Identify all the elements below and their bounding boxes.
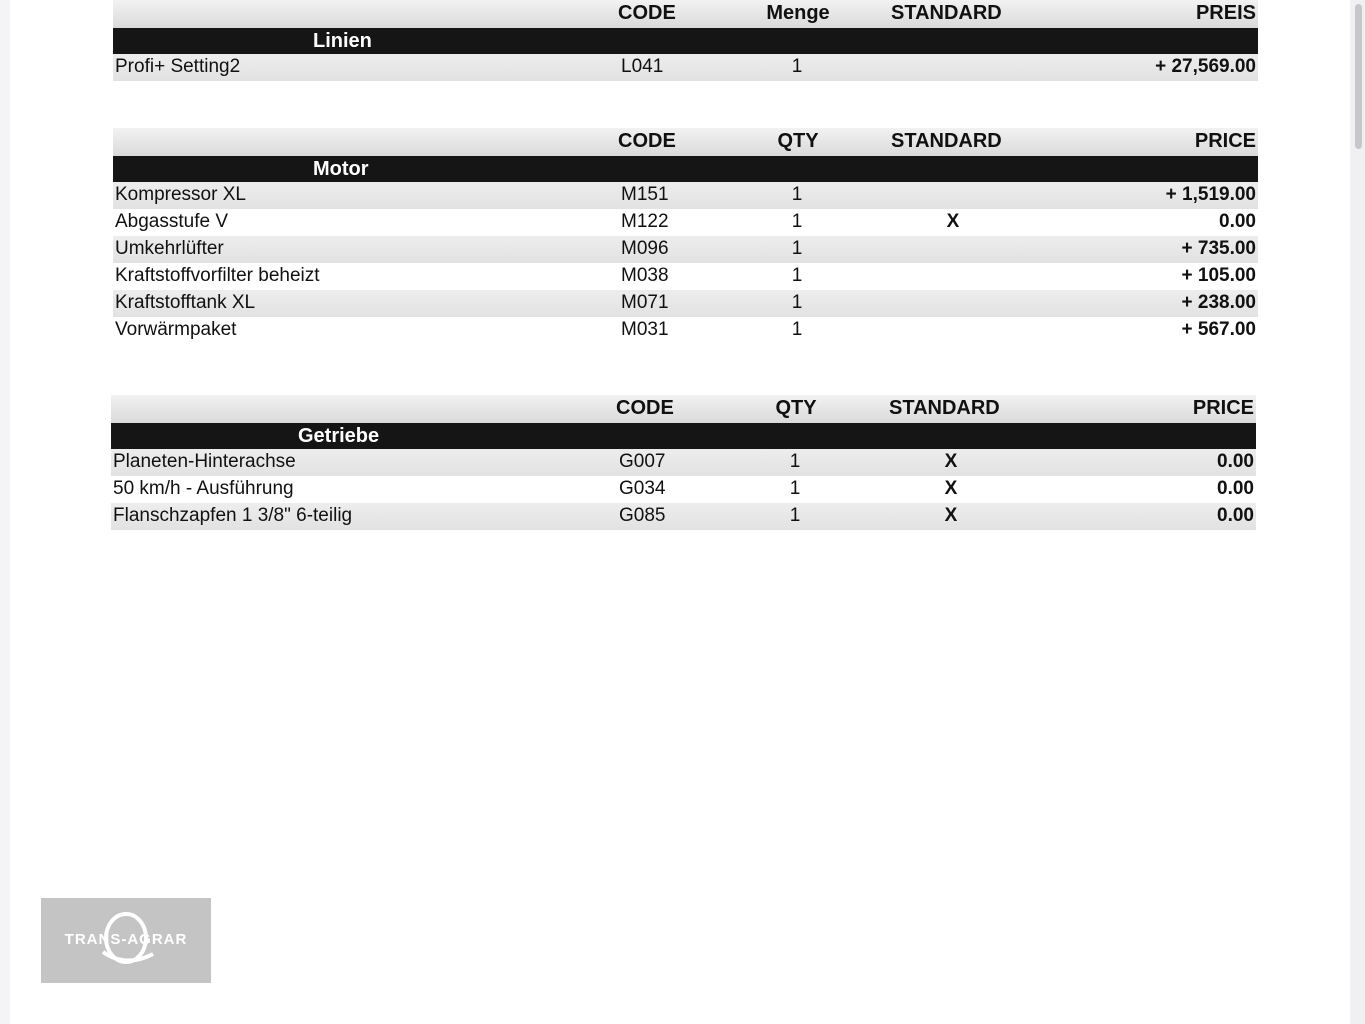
item-qty: 1 <box>791 265 803 286</box>
header-price: PREIS <box>1195 2 1256 24</box>
item-price: 0.00 <box>1217 451 1254 472</box>
item-name: Kompressor XL <box>115 184 246 205</box>
dealer-logo-text: TRANS-AGRAR <box>64 931 188 948</box>
table-row <box>113 182 1258 209</box>
scrollbar-thumb[interactable] <box>1355 4 1362 149</box>
item-name: Kraftstofftank XL <box>115 292 256 313</box>
header-code: CODE <box>616 397 674 419</box>
item-standard: X <box>946 211 960 232</box>
table-row <box>111 503 1256 530</box>
item-price: + 238.00 <box>1181 292 1256 313</box>
table-row <box>113 236 1258 263</box>
item-name: 50 km/h - Ausführung <box>113 478 294 499</box>
header-standard: STANDARD <box>891 2 1002 24</box>
item-name: Flanschzapfen 1 3/8" 6-teilig <box>113 505 353 526</box>
item-price: + 567.00 <box>1181 319 1256 340</box>
section-motor <box>113 128 1258 344</box>
header-standard: STANDARD <box>891 130 1002 152</box>
table-row <box>113 290 1258 317</box>
item-code: M031 <box>621 319 669 340</box>
section-linien <box>113 0 1258 81</box>
header-code: CODE <box>618 2 676 24</box>
item-qty: 1 <box>791 292 803 313</box>
header-standard: STANDARD <box>889 397 1000 419</box>
item-qty: 1 <box>791 319 803 340</box>
section-title-band <box>111 423 1256 449</box>
item-code: G085 <box>619 505 666 526</box>
item-standard: X <box>944 451 958 472</box>
item-qty: 1 <box>791 211 803 232</box>
header-qty: Menge <box>766 2 830 24</box>
table-row <box>113 54 1258 81</box>
item-qty: 1 <box>789 505 801 526</box>
item-name: Planeten-Hinterachse <box>113 451 296 472</box>
item-code: G007 <box>619 451 666 472</box>
dealer-logo-icon <box>41 898 211 983</box>
vertical-scrollbar[interactable] <box>1351 0 1365 1024</box>
item-qty: 1 <box>791 184 803 205</box>
item-code: L041 <box>621 56 664 77</box>
section-header-row <box>113 128 1258 156</box>
item-price: + 1,519.00 <box>1165 184 1256 205</box>
item-qty: 1 <box>791 238 803 259</box>
section-title-band <box>113 28 1258 54</box>
section-title: Getriebe <box>298 425 380 447</box>
item-code: M151 <box>621 184 669 205</box>
item-qty: 1 <box>791 56 803 77</box>
section-title-band <box>113 156 1258 182</box>
item-qty: 1 <box>789 478 801 499</box>
item-code: G034 <box>619 478 666 499</box>
document-page <box>10 0 1350 1024</box>
item-name: Kraftstoffvorfilter beheizt <box>115 265 320 286</box>
dealer-logo-graphic <box>41 898 211 983</box>
item-price: + 105.00 <box>1181 265 1256 286</box>
item-name: Umkehrlüfter <box>115 238 224 259</box>
item-code: M096 <box>621 238 669 259</box>
item-name: Profi+ Setting2 <box>115 56 241 77</box>
item-price: 0.00 <box>1219 211 1256 232</box>
item-price: 0.00 <box>1217 505 1254 526</box>
item-standard: X <box>944 505 958 526</box>
item-code: M038 <box>621 265 669 286</box>
item-price: 0.00 <box>1217 478 1254 499</box>
item-code: M071 <box>621 292 669 313</box>
header-price: PRICE <box>1194 130 1256 152</box>
header-qty: QTY <box>775 397 817 419</box>
item-code: M122 <box>621 211 669 232</box>
item-qty: 1 <box>789 451 801 472</box>
section-title: Linien <box>313 30 372 52</box>
header-price: PRICE <box>1192 397 1254 419</box>
section-title: Motor <box>313 158 369 180</box>
header-qty: QTY <box>777 130 819 152</box>
section-header-row <box>113 0 1258 28</box>
table-row <box>113 263 1258 290</box>
item-price: + 27,569.00 <box>1155 56 1256 77</box>
table-row <box>113 209 1258 236</box>
header-code: CODE <box>618 130 676 152</box>
section-getriebe <box>111 395 1256 530</box>
table-row <box>111 449 1256 476</box>
section-header-row <box>111 395 1256 423</box>
item-name: Abgasstufe V <box>115 211 229 232</box>
item-name: Vorwärmpaket <box>115 319 237 340</box>
item-standard: X <box>944 478 958 499</box>
table-row <box>113 317 1258 344</box>
item-price: + 735.00 <box>1181 238 1256 259</box>
table-row <box>111 476 1256 503</box>
